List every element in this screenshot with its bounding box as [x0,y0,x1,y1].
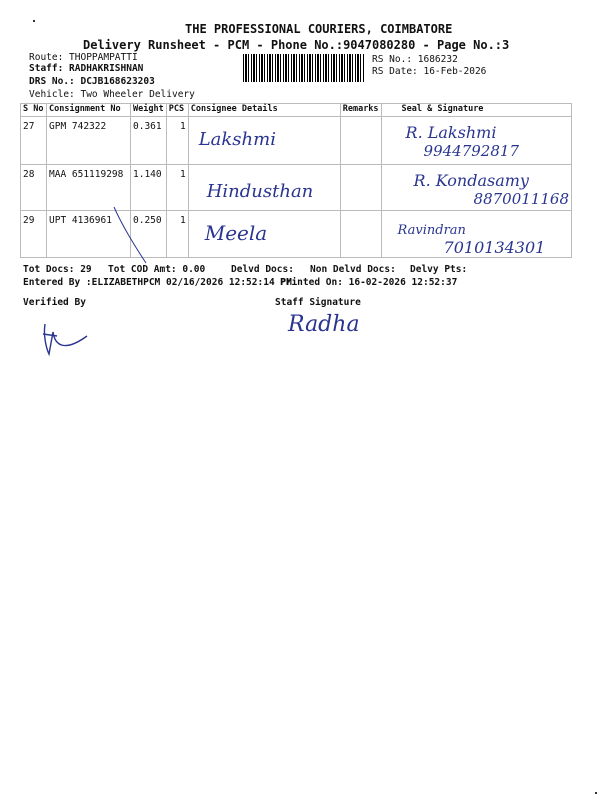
rs-no: RS No.: 1686232 [372,54,458,65]
verified-signature [35,312,95,362]
runsheet-table [20,103,572,258]
table-row [21,117,572,165]
cell-sno: 29 [21,211,47,258]
non-delvd-docs: Non Delvd Docs: [310,264,396,275]
consignee-handwriting: Hindusthan [206,181,314,202]
col-remarks: Remarks [340,104,381,117]
delvy-pts: Delvy Pts: [410,264,468,275]
cell-consignee [188,165,340,211]
seal-phone: 7010134301 [443,238,546,257]
tot-cod: Tot COD Amt: 0.00 [108,264,206,275]
table-header-row [21,104,572,117]
cell-consignee [188,117,340,165]
delvd-docs: Delvd Docs: [231,264,294,275]
cell-consignment: UPT 4136961 [47,211,131,258]
tot-docs: Tot Docs: 29 [23,264,92,275]
bottom-dot [595,792,597,794]
verified-by: Verified By [23,297,86,308]
entered-by: Entered By :ELIZABETHPCM 02/16/2026 12:52:14 PM [23,277,292,288]
col-weight: Weight [131,104,167,117]
cell-sno: 27 [21,117,47,165]
col-sno: S No [21,104,47,117]
cell-pcs: 1 [166,117,188,165]
cell-pcs: 1 [166,211,188,258]
seal-signature: R. Kondasamy [413,171,529,190]
company-title: THE PROFESSIONAL COURIERS, COIMBATORE [185,22,453,36]
cell-seal [381,117,571,165]
seal-signature: Ravindran [397,223,466,238]
vehicle: Vehicle: Two Wheeler Delivery [29,89,195,100]
drs-no: DRS No.: DCJB168623203 [29,76,155,87]
staff-signature-label: Staff Signature [275,297,361,308]
cell-consignee [188,211,340,258]
cell-remarks [340,117,381,165]
route: Route: THOPPAMPATTI [29,52,138,63]
col-consignment: Consignment No [47,104,131,117]
cell-seal [381,165,571,211]
staff: Staff: RADHAKRISHNAN [29,63,144,74]
seal-phone: 8870011168 [473,190,569,208]
table-row [21,211,572,258]
barcode [243,54,365,82]
dot-mark [33,20,35,22]
seal-signature: R. Lakshmi [405,123,497,142]
cell-remarks [340,211,381,258]
staff-signature: Radha [288,312,360,337]
col-pcs: PCS [166,104,188,117]
consignee-handwriting: Meela [204,221,268,245]
cell-consignment: GPM 742322 [47,117,131,165]
cell-sno: 28 [21,165,47,211]
consignee-handwriting: Lakshmi [198,129,276,150]
cell-consignment: MAA 651119298 [47,165,131,211]
cell-seal [381,211,571,258]
table-row [21,165,572,211]
rs-date: RS Date: 16-Feb-2026 [372,66,487,77]
cell-weight: 0.250 [131,211,167,258]
pen-stroke [110,205,150,265]
cell-pcs: 1 [166,165,188,211]
seal-phone: 9944792817 [423,142,519,160]
col-seal: Seal & Signature [381,104,571,117]
printed-on: Printed On: 16-02-2026 12:52:37 [280,277,458,288]
col-consignee: Consignee Details [188,104,340,117]
cell-remarks [340,165,381,211]
cell-weight: 0.361 [131,117,167,165]
runsheet-subtitle: Delivery Runsheet - PCM - Phone No.:9047080280 - Page No.:3 [83,38,510,52]
cell-weight: 1.140 [131,165,167,211]
